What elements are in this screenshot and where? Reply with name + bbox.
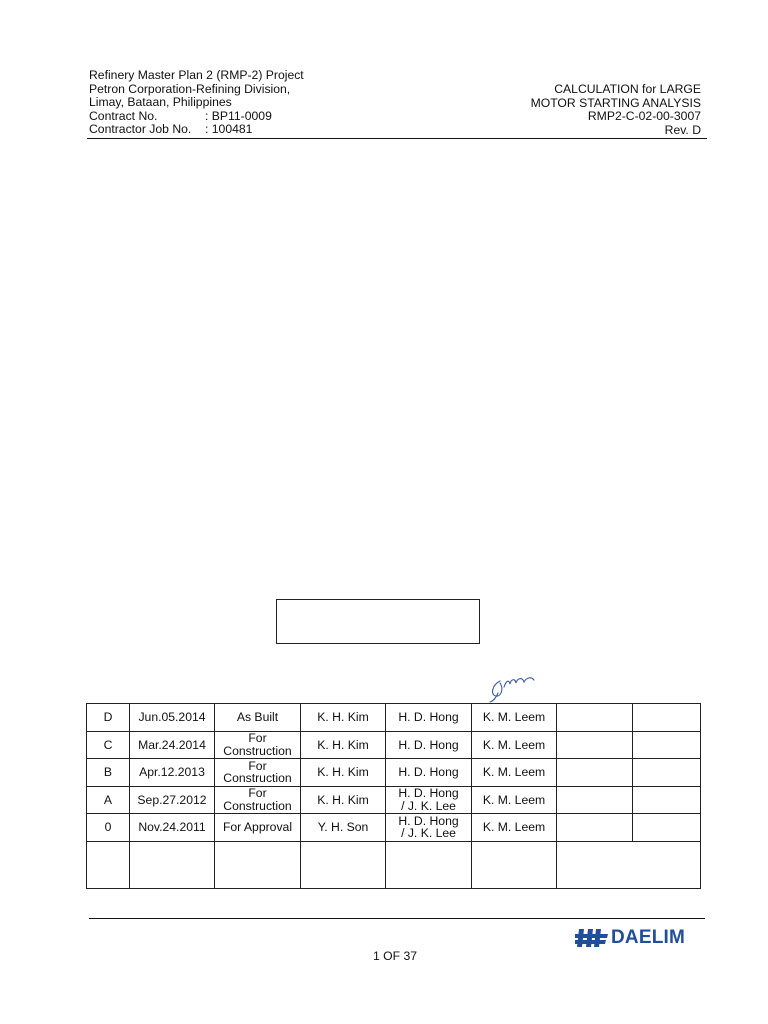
revision-checked-by	[386, 814, 472, 842]
revision-approved-by: K. M. Leem	[472, 759, 557, 787]
revision-checked-by	[386, 786, 472, 814]
revision-description-line: For	[248, 758, 267, 773]
project-location: Limay, Bataan, Philippines	[89, 95, 232, 110]
revision-checked-by	[386, 759, 472, 787]
revision-description-line: Construction	[223, 798, 292, 813]
revision-code: D	[87, 704, 130, 732]
footer-divider	[89, 918, 705, 919]
revision-description-line: For Approval	[222, 820, 293, 834]
company-name: Petron Corporation-Refining Division,	[89, 81, 291, 96]
revision-empty-cell	[472, 841, 557, 888]
revision-checked-by	[386, 704, 472, 732]
revision-empty-cell	[87, 841, 130, 888]
revision-table	[86, 703, 701, 889]
empty-title-box	[276, 599, 480, 644]
revision-prepared-by: Y. H. Son	[301, 814, 386, 842]
revision-empty-cell	[386, 841, 472, 888]
revision-empty-cell	[557, 841, 701, 888]
revision-row	[87, 786, 701, 814]
revision-row	[87, 704, 701, 732]
revision-empty-cell	[557, 704, 633, 732]
revision-row	[87, 759, 701, 787]
revision-description-line: As Built	[236, 710, 279, 724]
revision-code: C	[87, 731, 130, 759]
daelim-logo	[575, 926, 705, 950]
revision-checked-by-line: / J. K. Lee	[401, 798, 456, 813]
document-number: RMP2-C-02-00-3007	[587, 109, 701, 124]
revision-date: Nov.24.2011	[130, 814, 215, 842]
revision-approved-by: K. M. Leem	[472, 731, 557, 759]
revision-prepared-by: K. H. Kim	[301, 759, 386, 787]
revision-empty-cell	[633, 704, 701, 732]
header-document-info	[531, 83, 701, 137]
revision-approved-by: K. M. Leem	[472, 786, 557, 814]
document-title-line1: CALCULATION for LARGE	[554, 82, 701, 96]
revision-row	[87, 731, 701, 759]
revision-description	[215, 731, 301, 759]
daelim-logo-mark-icon	[575, 927, 609, 949]
revision-prepared-by: K. H. Kim	[301, 786, 386, 814]
revision-empty-cell	[215, 841, 301, 888]
revision-empty-cell	[130, 841, 215, 888]
document-revision: Rev. D	[664, 122, 701, 137]
revision-checked-by-line: H. D. Hong	[398, 765, 459, 779]
job-number-row	[89, 123, 304, 137]
revision-date: Sep.27.2012	[130, 786, 215, 814]
revision-checked-by-line: H. D. Hong	[398, 737, 459, 752]
revision-empty-cell	[633, 759, 701, 787]
revision-approved-by: K. M. Leem	[472, 704, 557, 732]
revision-description-line: Construction	[223, 743, 292, 758]
revision-empty-cell	[557, 814, 633, 842]
revision-empty-cell	[633, 786, 701, 814]
revision-code: A	[87, 786, 130, 814]
revision-date: Apr.12.2013	[130, 759, 215, 787]
revision-description	[215, 814, 301, 842]
revision-table-body	[87, 704, 701, 889]
revision-date: Jun.05.2014	[130, 704, 215, 732]
revision-checked-by-line: / J. K. Lee	[401, 826, 456, 841]
revision-checked-by-line: H. D. Hong	[398, 786, 459, 801]
revision-code: 0	[87, 814, 130, 842]
revision-empty-cell	[557, 759, 633, 787]
contract-number-row	[89, 110, 304, 124]
revision-date: Mar.24.2014	[130, 731, 215, 759]
revision-description-line: For	[248, 786, 267, 801]
contract-number-label: Contract No.	[89, 108, 158, 123]
revision-description	[215, 786, 301, 814]
project-name: Refinery Master Plan 2 (RMP-2) Project	[89, 68, 304, 82]
revision-prepared-by: K. H. Kim	[301, 731, 386, 759]
revision-description-line: For	[248, 731, 267, 746]
revision-approved-by: K. M. Leem	[472, 814, 557, 842]
revision-description-line: Construction	[223, 771, 292, 786]
job-number-label: Contractor Job No.	[89, 122, 192, 137]
revision-description	[215, 759, 301, 787]
revision-prepared-by: K. H. Kim	[301, 704, 386, 732]
handwritten-signature	[486, 671, 542, 703]
revision-checked-by	[386, 731, 472, 759]
revision-empty-cell	[633, 731, 701, 759]
revision-checked-by-line: H. D. Hong	[398, 710, 459, 724]
header-divider	[87, 138, 707, 139]
daelim-logo-text: DAELIM	[611, 927, 686, 948]
revision-description	[215, 704, 301, 732]
revision-empty-cell	[557, 731, 633, 759]
page-number: 1 OF 37	[372, 949, 418, 963]
revision-row-blank	[87, 841, 701, 888]
revision-empty-cell	[301, 841, 386, 888]
revision-checked-by-line: H. D. Hong	[398, 813, 459, 828]
document-title-line2: MOTOR STARTING ANALYSIS	[530, 95, 701, 110]
revision-empty-cell	[633, 814, 701, 842]
job-number-value: : 100481	[205, 122, 253, 137]
contract-number-value: : BP11-0009	[205, 108, 272, 123]
header-project-info	[89, 69, 304, 137]
revision-code: B	[87, 759, 130, 787]
revision-empty-cell	[557, 786, 633, 814]
revision-row	[87, 814, 701, 842]
